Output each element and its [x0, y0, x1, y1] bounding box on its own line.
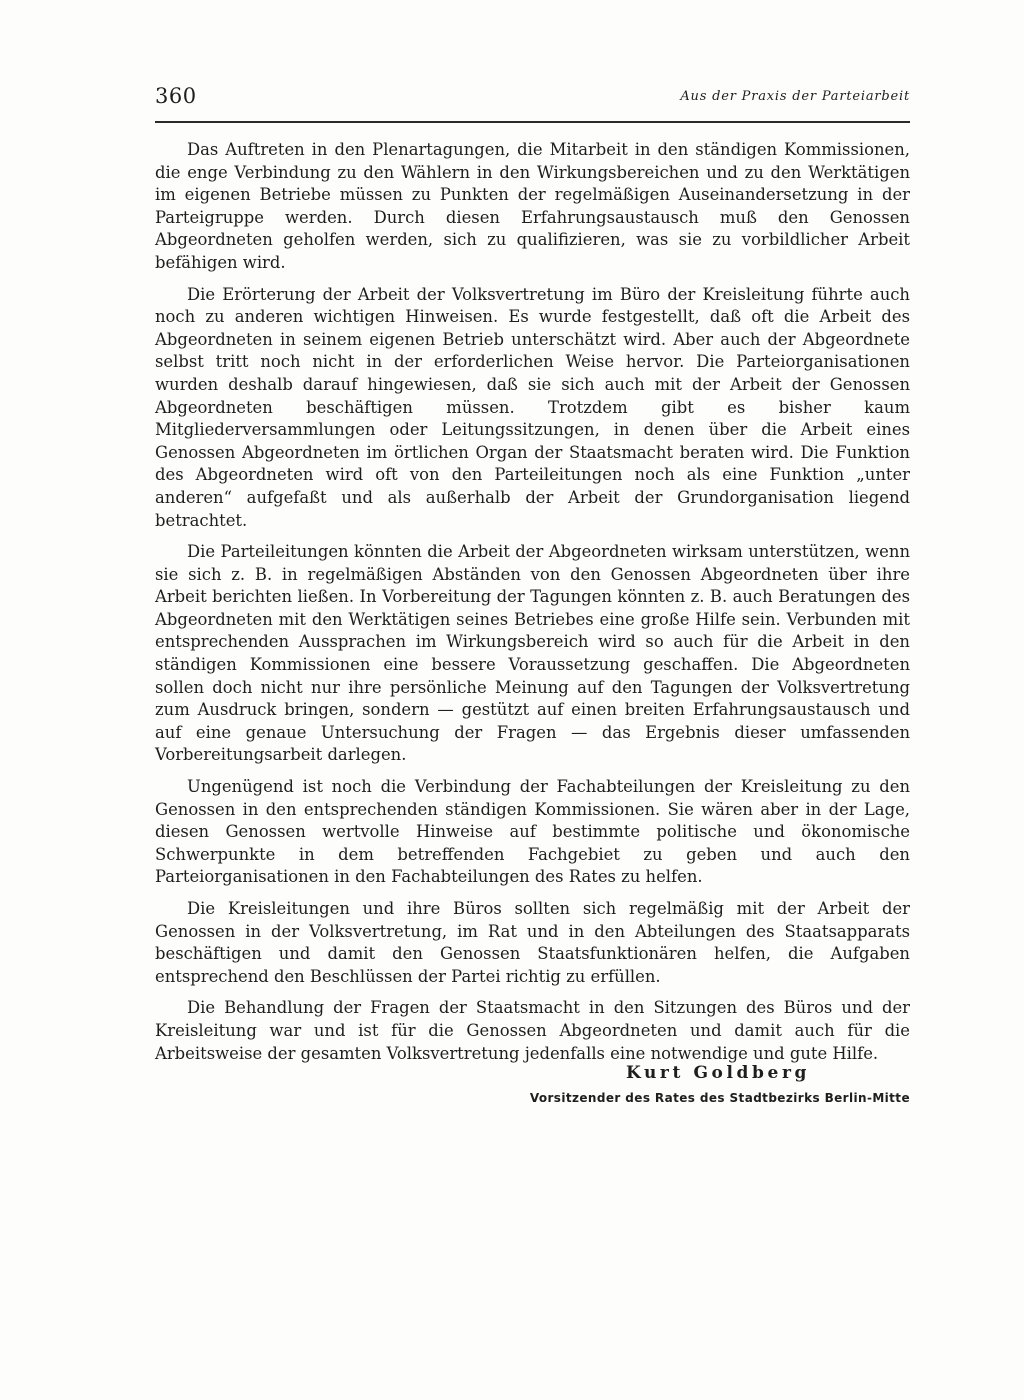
signature-block — [155, 1063, 910, 1105]
paragraph: Die Behandlung der Fragen der Staatsmacht in den Sitzungen des Büros und der Kreisleitung war und ist für die Genossen Abgeordneten und damit auch für die Arbeitsweise der gesamten Volksvertretung jedenfalls eine notwendige und gute Hilfe. — [155, 998, 910, 1063]
page-header — [155, 84, 910, 116]
paragraph: Die Erörterung der Arbeit der Volksvertretung im Büro der Kreisleitung führte auch noch zu anderen wichtigen Hinweisen. Es wurde festgestellt, daß oft die Arbeit des Abgeordneten in seinem eigenen Betrieb unterschätzt wird. Aber auch der Abgeordnete selbst tritt noch nicht in der erforderlichen Weise hervor. Die Parteiorganisationen wurden deshalb darauf hingewiesen, daß sie sich auch mit der Arbeit der Genossen Abgeordneten beschäftigen müssen. Trotzdem gibt es bisher kaum Mitgliederversammlungen oder Leitungssitzungen, in denen über die Arbeit eines Genossen Abgeordneten im örtlichen Organ der Staatsmacht beraten wird. Die Funktion des Abgeordneten wird oft von den Parteileitungen noch als eine Funktion „unter anderen“ aufgefaßt und als außerhalb der Arbeit der Grundorganisation liegend betrachtet. — [155, 284, 910, 530]
paragraph: Die Kreisleitungen und ihre Büros sollten sich regelmäßig mit der Arbeit der Genossen in der Volksvertretung, im Rat und in den Abteilungen des Staatsapparats beschäftigen und damit den Genossen Staatsfunktionären helfen, die Aufgaben entsprechend den Beschlüssen der Partei richtig zu erfüllen. — [155, 899, 910, 986]
article-body — [155, 139, 910, 1074]
author-role: Vorsitzender des Rates des Stadtbezirks Berlin-Mitte — [529, 1091, 910, 1105]
page-number: 360 — [155, 84, 197, 108]
paragraph: Das Auftreten in den Plenartagungen, die Mitarbeit in den ständigen Kommissionen, die enge Verbindung zu den Wählern in den Wirkungsbereichen und zu den Werktätigen im eigenen Betriebe müssen zu Punkten der regelmäßigen Auseinandersetzung in der Parteigruppe werden. Durch diesen Erfahrungsaustausch muß den Genossen Abgeordneten geholfen werden, sich zu qualifizieren, was sie zu vorbildlicher Arbeit befähigen wird. — [155, 140, 910, 272]
paragraph: Die Parteileitungen könnten die Arbeit der Abgeordneten wirksam unterstützen, wenn sie sich z. B. in regelmäßigen Abständen von den Genossen Abgeordneten über ihre Arbeit berichten ließen. In Vorbereitung der Tagungen könnten z. B. auch Beratungen des Abgeordneten mit den Werktätigen seines Betriebes eine große Hilfe sein. Verbunden mit entsprechenden Aussprachen im Wirkungsbereich wird so auch für die Arbeit in den ständigen Kommissionen eine bessere Voraussetzung geschaffen. Die Abgeordneten sollen doch nicht nur ihre persönliche Meinung auf den Tagungen der Volksvertretung zum Ausdruck bringen, sondern — gestützt auf einen breiten Erfahrungsaustausch und auf eine genaue Untersuchung der Fragen — das Ergebnis dieser umfassenden Vorbereitungsarbeit darlegen. — [155, 542, 910, 765]
author-name: Kurt Goldberg — [625, 1063, 810, 1083]
header-rule — [155, 121, 910, 123]
running-title: Aus der Praxis der Parteiarbeit — [680, 89, 910, 104]
paragraph: Ungenügend ist noch die Verbindung der Fachabteilungen der Kreisleitung zu den Genossen in den entsprechenden ständigen Kommissionen. Sie wären aber in der Lage, diesen Genossen wertvolle Hinweise auf bestimmte politische und ökonomische Schwerpunkte in dem betreffenden Fachgebiet zu geben und auch den Parteiorganisationen in den Fachabteilungen des Rates zu helfen. — [155, 777, 910, 887]
